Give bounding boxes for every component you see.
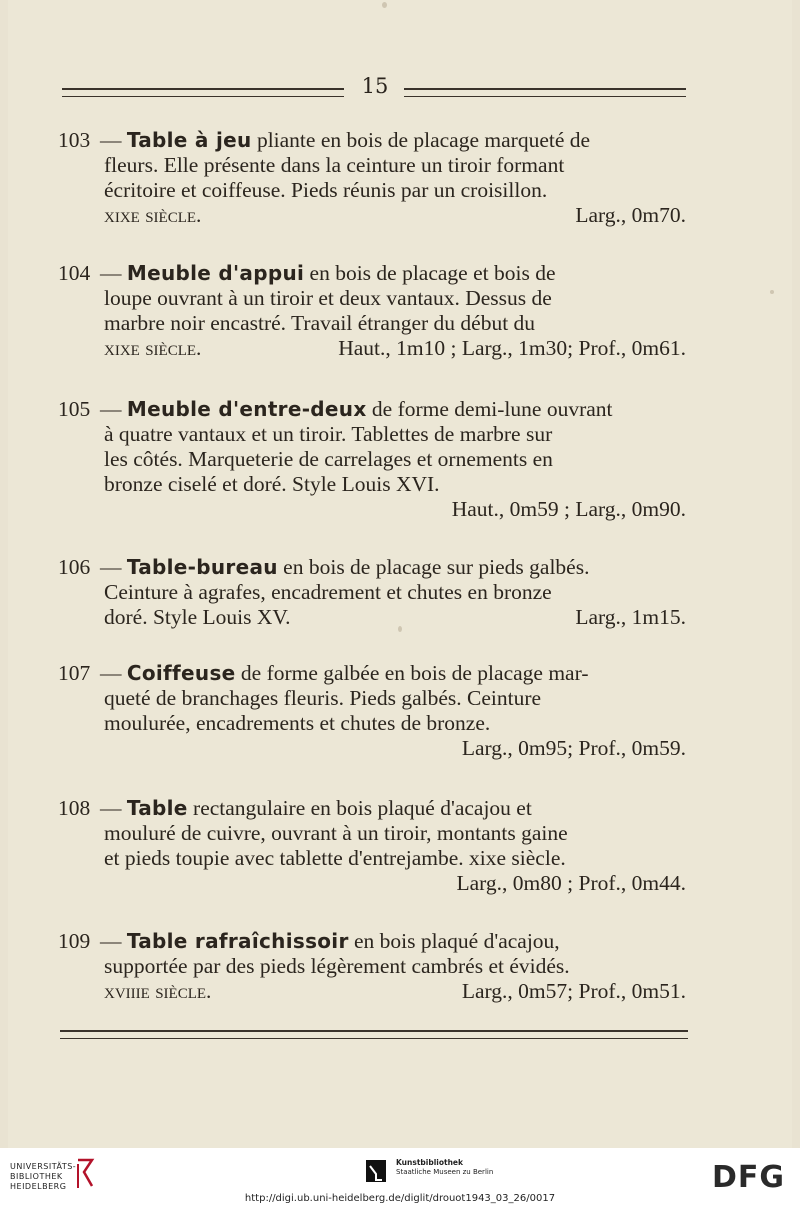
- dash: —: [100, 796, 122, 820]
- entry-line: [58, 661, 686, 686]
- entry-title: Meuble d'appui: [126, 261, 305, 285]
- dash: —: [100, 128, 122, 152]
- university-mark-icon: [74, 1158, 96, 1190]
- entry-105: [58, 397, 686, 522]
- style-text: doré. Style Louis XV.: [104, 605, 291, 629]
- university-library-logo[interactable]: [10, 1162, 76, 1192]
- entry-line: écritoire et coiffeuse. Pieds réunis par un croisillon.: [104, 178, 548, 202]
- century: xixe siècle.: [104, 203, 202, 227]
- entry-number: 109: [58, 929, 91, 953]
- dash: —: [100, 555, 122, 579]
- entry-text: en bois de placage et bois de: [304, 261, 556, 285]
- entry-line: [58, 605, 686, 630]
- entry-107: [58, 661, 686, 761]
- digitization-footer: [0, 1148, 800, 1206]
- entry-text: en bois plaqué d'acajou,: [348, 929, 560, 953]
- entry-line: queté de branchages fleuris. Pieds galbés. Ceinture: [104, 686, 542, 710]
- entry-line: [58, 261, 686, 286]
- entry-line: [58, 871, 686, 896]
- entry-text: de forme demi-lune ouvrant: [366, 397, 613, 421]
- entry-103: [58, 128, 686, 228]
- entry-text: rectangulaire en bois plaqué d'acajou et: [187, 796, 532, 820]
- entry-title: Coiffeuse: [126, 661, 236, 685]
- entry-line: moulurée, encadrements et chutes de bronze.: [104, 711, 491, 735]
- entry-number: 106: [58, 555, 91, 579]
- entry-line: fleurs. Elle présente dans la ceinture un tiroir formant: [104, 153, 565, 177]
- dash: —: [100, 397, 122, 421]
- entry-line: [58, 736, 686, 761]
- entry-title: Table rafraîchissoir: [126, 929, 349, 953]
- dash: —: [100, 661, 122, 685]
- entry-line: [58, 929, 686, 954]
- entry-109: [58, 929, 686, 1004]
- university-logo-line: BIBLIOTHEK: [10, 1172, 63, 1181]
- permalink-url[interactable]: http://digi.ub.uni-heidelberg.de/diglit/drouot1943_03_26/0017: [244, 1193, 556, 1204]
- university-logo-line: UNIVERSITÄTS-: [10, 1162, 77, 1171]
- entry-104: [58, 261, 686, 361]
- entry-number: 108: [58, 796, 91, 820]
- entry-number: 105: [58, 397, 91, 421]
- header-rule-left: [62, 88, 344, 97]
- entry-text: pliante en bois de placage marqueté de: [251, 128, 591, 152]
- dimensions: Larg., 0m70.: [575, 203, 686, 227]
- dash: —: [100, 261, 122, 285]
- entry-line: [58, 397, 686, 422]
- entry-line: [58, 979, 686, 1004]
- entry-line: [58, 336, 686, 361]
- entry-line: les côtés. Marqueterie de carrelages et ornements en: [104, 447, 553, 471]
- kunstbibliothek-sub: Staatliche Museen zu Berlin: [396, 1168, 494, 1176]
- entry-title: Meuble d'entre-deux: [126, 397, 367, 421]
- page-number: 15: [361, 74, 389, 98]
- footer-rule: [60, 1030, 688, 1039]
- century: xixe siècle.: [104, 336, 202, 360]
- entry-line: et pieds toupie avec tablette d'entrejambe. xixe siècle.: [104, 846, 566, 870]
- entry-number: 104: [58, 261, 91, 285]
- entry-text: en bois de placage sur pieds galbés.: [277, 555, 590, 579]
- kunstbibliothek-logo-icon[interactable]: [366, 1160, 386, 1182]
- dfg-logo[interactable]: DFG: [712, 1160, 786, 1195]
- entry-106: [58, 555, 686, 630]
- paper-spot: [770, 290, 774, 294]
- entry-108: [58, 796, 686, 896]
- dimensions: Larg., 0m95; Prof., 0m59.: [461, 736, 686, 760]
- entry-number: 107: [58, 661, 91, 685]
- paper-spot: [382, 2, 387, 8]
- entry-line: Ceinture à agrafes, encadrement et chutes en bronze: [104, 580, 552, 604]
- kunstbibliothek-name: Kunstbibliothek: [396, 1158, 464, 1167]
- university-logo-line: HEIDELBERG: [10, 1182, 67, 1191]
- entry-line: supportée par des pieds légèrement cambrés et évidés.: [104, 954, 570, 978]
- entry-title: Table: [126, 796, 188, 820]
- entry-line: [58, 497, 686, 522]
- entry-line: marbre noir encastré. Travail étranger du début du: [104, 311, 536, 335]
- dimensions: Haut., 0m59 ; Larg., 0m90.: [451, 497, 686, 521]
- entry-title: Table à jeu: [126, 128, 252, 152]
- entry-line: mouluré de cuivre, ouvrant à un tiroir, montants gaine: [104, 821, 568, 845]
- entry-number: 103: [58, 128, 91, 152]
- century: xviiie siècle.: [104, 979, 212, 1003]
- dimensions: Larg., 1m15.: [575, 605, 686, 629]
- entry-line: bronze ciselé et doré. Style Louis XVI.: [104, 472, 440, 496]
- kunstbibliothek-label: [396, 1158, 493, 1177]
- entry-title: Table-bureau: [126, 555, 278, 579]
- header-rule-right: [404, 88, 686, 97]
- dash: —: [100, 929, 122, 953]
- dimensions: Larg., 0m57; Prof., 0m51.: [461, 979, 686, 1003]
- entry-line: [58, 555, 686, 580]
- entry-line: [58, 796, 686, 821]
- entry-line: [58, 203, 686, 228]
- dimensions: Haut., 1m10 ; Larg., 1m30; Prof., 0m61.: [338, 336, 686, 360]
- entry-line: à quatre vantaux et un tiroir. Tablettes de marbre sur: [104, 422, 553, 446]
- entry-line: loupe ouvrant à un tiroir et deux vantaux. Dessus de: [104, 286, 552, 310]
- entry-text: de forme galbée en bois de placage mar-: [235, 661, 589, 685]
- entry-line: [58, 128, 686, 153]
- dimensions: Larg., 0m80 ; Prof., 0m44.: [456, 871, 686, 895]
